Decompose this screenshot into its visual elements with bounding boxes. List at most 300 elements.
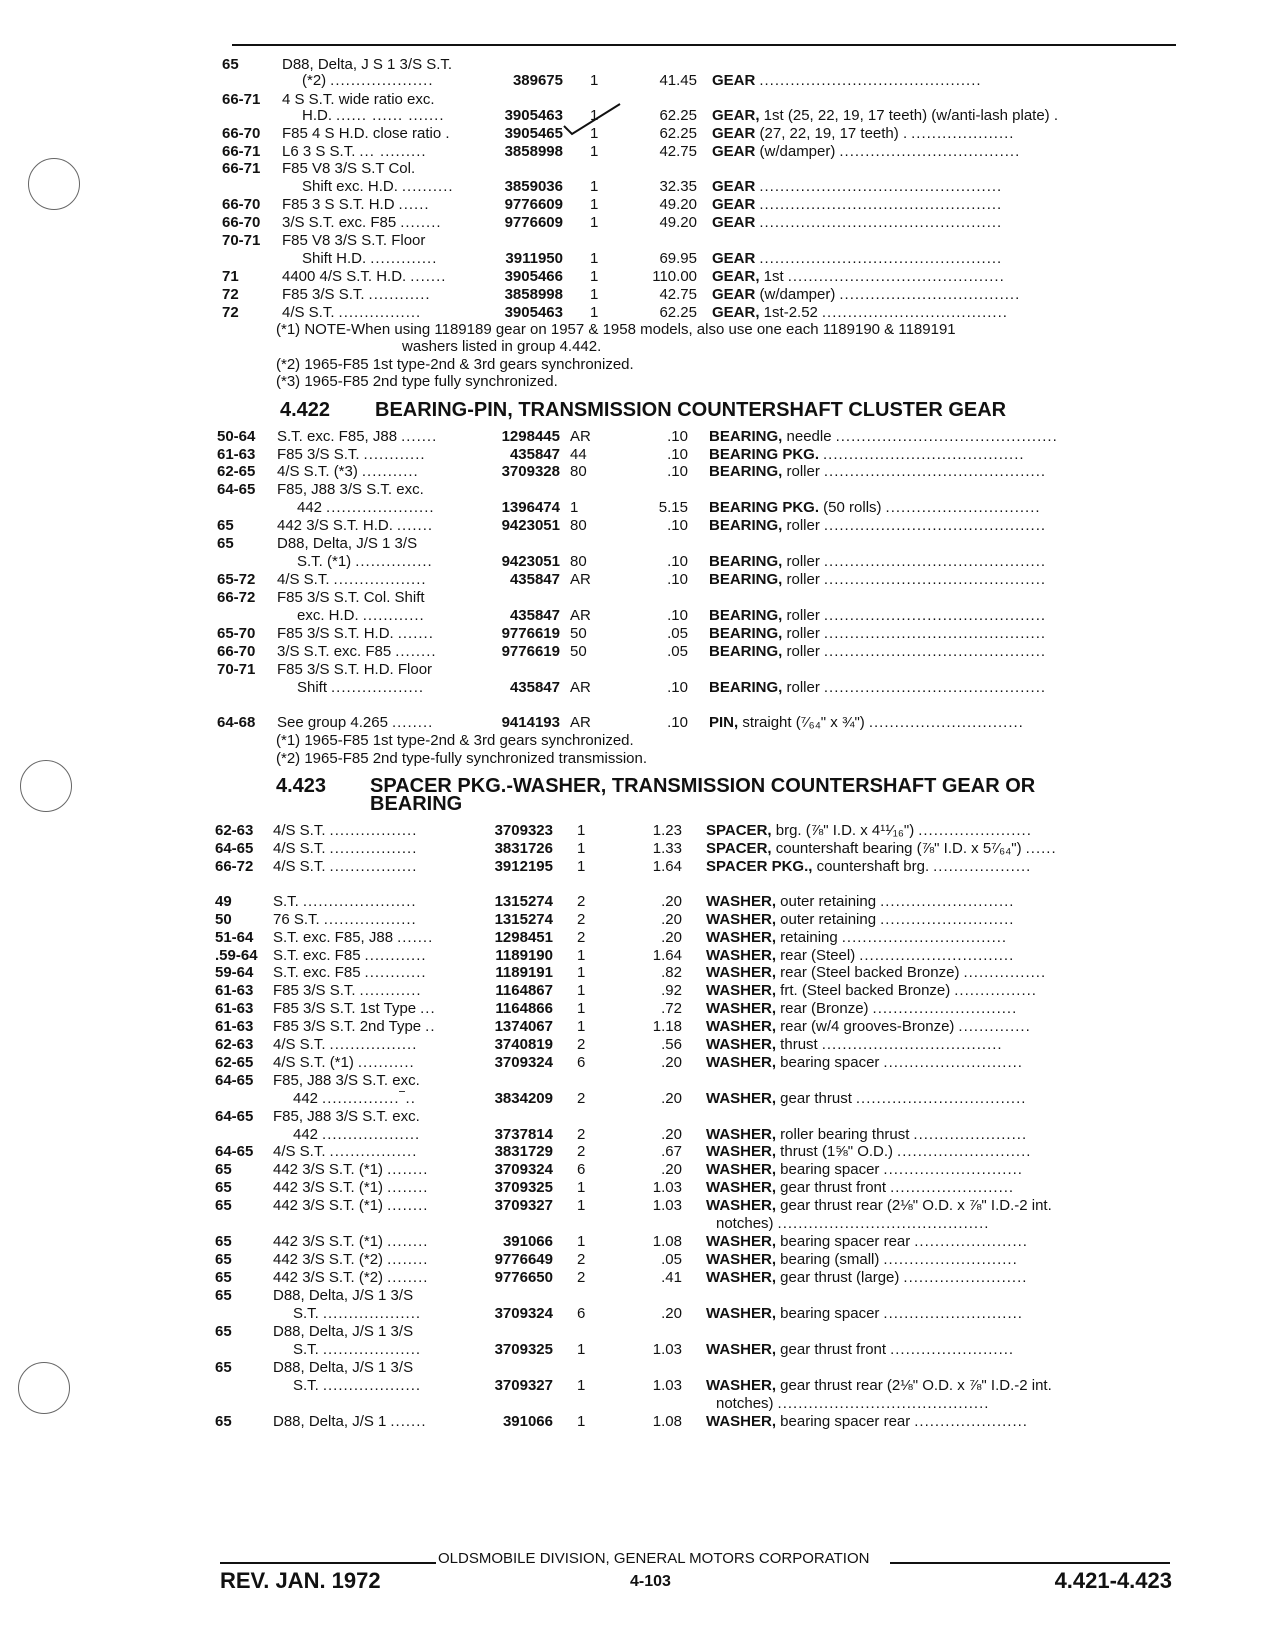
application-text: 442 [293,1126,319,1143]
application-description [293,1341,473,1359]
table-row [0,1000,1263,1018]
application-text: 4/S S.T. (*1) [273,1054,354,1071]
part-name-detail: needle [782,428,832,445]
part-number: 391066 [502,1233,553,1250]
quantity: 1 [590,286,599,303]
part-name [706,1054,1115,1072]
price: .10 [667,679,688,696]
leader-dots: ......................................... [777,1395,990,1412]
quantity: 1 [577,1413,586,1430]
part-name [706,840,1115,858]
year-range: 65-72 [217,571,256,588]
application-description [273,964,473,982]
part-name [706,1305,1115,1323]
quantity: AR [570,428,591,445]
leader-dots: .................. [331,679,425,696]
price: .05 [661,1251,682,1268]
table-row [0,72,1263,90]
table-row [0,964,1263,982]
table-row [0,589,1263,607]
leader-dots: .................. [323,911,417,928]
application-description [293,1126,473,1144]
table-row [0,1341,1263,1359]
quantity: 80 [570,553,587,570]
leader-dots: ........................................... [759,72,982,89]
section-title: BEARING-PIN, TRANSMISSION COUNTERSHAFT CLUSTER GEAR [375,399,1007,421]
leader-dots: ............................................... [759,178,1003,195]
leader-dots: ................... [322,1377,422,1394]
part-name-detail: roller [782,553,820,570]
leader-dots: ...... [1025,840,1057,857]
price: .20 [661,893,682,910]
part-name-label: WASHER, [706,1377,777,1394]
application-text: F85 3/S S.T. [273,982,356,999]
quantity: 1 [590,125,599,142]
quantity: 1 [577,982,586,999]
year-range: 72 [222,304,239,321]
part-name [709,571,1118,589]
leader-dots: ....... [397,929,434,946]
leader-dots: ............ [362,607,425,624]
year-range: 66-71 [222,143,261,160]
price: .10 [667,463,688,480]
part-name-label: WASHER, [706,1090,777,1107]
part-name-detail: brg. (⅞" I.D. x 4¹¹⁄₁₆") [771,822,915,839]
application-description [273,1323,473,1341]
price: .20 [661,1305,682,1322]
application-text: exc. H.D. [297,607,359,624]
price: .10 [667,607,688,624]
application-text: S.T. [293,1377,319,1394]
leader-dots: ..................... [326,499,435,516]
part-number: 9776619 [501,643,560,660]
leader-dots: ................. [329,858,418,875]
price: .10 [667,571,688,588]
quantity: 2 [577,1269,586,1286]
table-row [0,1161,1263,1179]
part-name-detail: roller bearing thrust [776,1126,910,1143]
leader-dots: ........................................... [823,679,1047,696]
quantity: 1 [577,947,586,964]
quantity: 1 [590,107,599,124]
part-name [706,893,1115,911]
price: 1.08 [652,1413,682,1430]
part-name [712,304,1122,322]
part-name [706,1143,1115,1161]
price: .10 [667,517,688,534]
application-description [273,1108,473,1126]
leader-dots: ........ [387,1233,429,1250]
quantity: 80 [570,517,587,534]
leader-dots: ............................................... [759,250,1003,267]
application-description [273,947,473,965]
application-text: 4/S S.T. [277,571,330,588]
part-name [712,178,1122,196]
table-row [0,571,1263,589]
quantity: 1 [577,858,586,875]
quantity: 1 [577,1341,586,1358]
table-row [0,1377,1263,1395]
part-number: 9423051 [501,517,560,534]
footnote: (*2) 1965-F85 1st type-2nd & 3rd gears synchronized. [276,356,634,373]
application-text: S.T. [293,1305,319,1322]
application-description [273,1036,473,1054]
price: 110.00 [652,268,697,285]
price: 1.64 [652,947,682,964]
part-name-label: GEAR [712,72,756,89]
application-description [302,178,483,196]
year-range: 70-71 [217,661,256,678]
part-name-label: BEARING, [709,553,783,570]
quantity: 1 [590,196,599,213]
part-number: 435847 [509,446,560,463]
part-name [706,911,1115,929]
part-name [706,1197,1115,1215]
part-name-detail: roller [782,571,820,588]
price: .10 [667,428,688,445]
section-number: 4.422 [280,399,331,421]
price: .10 [667,714,688,731]
part-name [709,499,1118,517]
part-name-detail: notches) [716,1215,774,1232]
price: .41 [661,1269,682,1286]
application-description [297,607,480,625]
application-text: D88, Delta, J/S 1 3/S [277,535,418,552]
part-name-label: BEARING, [709,643,783,660]
section-title: SPACER PKG.-WASHER, TRANSMISSION COUNTERSHAFT GEAR OR [370,775,1036,797]
application-text: 442 3/S S.T. (*1) [273,1179,384,1196]
part-name [709,625,1118,643]
part-name-label: WASHER, [706,964,777,981]
table-row [0,1251,1263,1269]
table-row [0,160,1263,178]
part-name-detail: outer retaining [776,893,877,910]
table-row [0,982,1263,1000]
part-name [706,1036,1115,1054]
footnote: (*3) 1965-F85 2nd type fully synchronized. [276,373,558,390]
application-text: 442 [297,499,323,516]
year-range: 65 [215,1161,232,1178]
application-description [273,1197,473,1215]
table-row [0,679,1263,697]
application-text: 442 3/S S.T. (*2) [273,1251,384,1268]
price: 41.45 [659,72,697,89]
application-description [297,679,480,697]
application-text: S.T. exc. F85 [273,964,361,981]
year-range: 65 [217,535,234,552]
quantity: 1 [577,1197,586,1214]
leader-dots: ........................................... [823,643,1047,660]
price: 42.75 [659,143,697,160]
leader-dots: ...................... [913,1126,1028,1143]
part-name [712,250,1122,268]
part-name [706,1090,1115,1108]
footer-section-range: 4.421-4.423 [1054,1568,1172,1593]
quantity: 6 [577,1305,586,1322]
part-number: 3859036 [504,178,563,195]
leader-dots: ........ [395,643,437,660]
year-range: 65 [215,1359,232,1376]
table-row [0,481,1263,499]
part-name [706,1269,1115,1287]
price: 1.18 [652,1018,682,1035]
part-name [709,714,1118,732]
quantity: 50 [570,643,587,660]
part-number: 3831729 [494,1143,553,1160]
table-row [0,463,1263,481]
application-text: 4/S S.T. [273,822,326,839]
part-number: 435847 [509,607,560,624]
part-number: 1189190 [495,947,553,964]
part-name-detail: gear thrust front [776,1179,887,1196]
application-text: 442 3/S S.T. H.D. [277,517,393,534]
part-name [706,1126,1115,1144]
leader-dots: ........... [357,1054,415,1071]
price: 62.25 [659,304,697,321]
leader-dots: ........................... [883,1305,1023,1322]
leader-dots: ........ [387,1161,429,1178]
part-name [709,517,1118,535]
leader-dots: ...................... [918,822,1032,839]
application-description [293,1305,473,1323]
part-name [706,1377,1115,1395]
table-row [0,893,1263,911]
year-range: 65 [222,56,239,73]
year-range: 59-64 [215,964,254,981]
part-name-detail: straight (⁷⁄₆₄" x ¾") [738,714,865,731]
part-number: 1164867 [495,982,553,999]
footer-revision: REV. JAN. 1972 [220,1568,381,1593]
application-text: (*2) [302,72,327,89]
table-row [0,1359,1263,1377]
part-name-label: GEAR [712,214,756,231]
part-name-detail: bearing spacer rear [776,1233,911,1250]
leader-dots: ................. [329,1036,418,1053]
application-text: See group 4.265 [277,714,388,731]
leader-dots: .......... [401,178,454,195]
quantity: 2 [577,893,586,910]
application-description [273,1000,473,1018]
part-name-label: BEARING PKG. [709,446,820,463]
quantity: 1 [590,268,599,285]
application-description [273,822,473,840]
part-number: 3858998 [504,143,563,160]
year-range: 65 [215,1179,232,1196]
application-description [273,1179,473,1197]
part-name-detail: bearing (small) [776,1251,880,1268]
part-name [706,1179,1115,1197]
leader-dots: ........ [387,1269,429,1286]
application-text: F85 3 S S.T. H.D [282,196,395,213]
part-name-detail: bearing spacer rear [776,1413,911,1430]
leader-dots: ........................... [883,1161,1023,1178]
part-name-detail: roller [782,517,820,534]
part-name-label: WASHER, [706,893,777,910]
part-name [709,446,1118,464]
part-name-label: WASHER, [706,1054,777,1071]
part-name-detail: notches) [716,1395,774,1412]
price: 1.03 [652,1197,682,1214]
table-row [0,499,1263,517]
application-text: 3/S S.T. exc. F85 [277,643,392,660]
leader-dots: ...............‾.. [322,1090,416,1107]
application-description [277,481,480,499]
part-name [716,1215,1115,1233]
part-name-label: WASHER, [706,1305,777,1322]
application-text: S.T. exc. F85, J88 [277,428,398,445]
table-row [0,535,1263,553]
part-name-label: GEAR [712,178,756,195]
quantity: 1 [590,178,599,195]
part-name-label: GEAR [712,286,756,303]
part-number: 3905466 [504,268,563,285]
table-row [0,643,1263,661]
leader-dots: ................ [963,964,1047,981]
part-name [709,428,1118,446]
application-text: F85, J88 3/S S.T. exc. [273,1108,420,1125]
quantity: 6 [577,1054,586,1071]
year-range: 62-63 [215,822,254,839]
part-name [706,964,1115,982]
leader-dots: .......................................... [787,268,1005,285]
table-row [0,1090,1263,1108]
quantity: 1 [577,1179,586,1196]
application-description [273,1072,473,1090]
year-range: 66-72 [215,858,254,875]
leader-dots: ....... [397,625,434,642]
part-name-detail: (w/damper) [755,143,836,160]
part-number: 3905463 [504,107,563,124]
application-description [277,714,480,732]
part-number: 1396474 [501,499,560,516]
table-row [0,1108,1263,1126]
leader-dots: ................................... [839,143,1021,160]
leader-dots: ....................................... [823,446,1025,463]
part-number: 1189191 [495,964,553,981]
part-number: 3831726 [494,840,553,857]
leader-dots: .............................. [885,499,1041,516]
leader-dots: .................... [330,72,434,89]
leader-dots: ....... [410,268,447,285]
part-name-detail: countershaft bearing (⅞" I.D. x 5⁷⁄₆₄") [771,840,1022,857]
application-description [273,911,473,929]
year-range: 50-64 [217,428,256,445]
price: .20 [661,1161,682,1178]
section-title-continued: BEARING [370,793,463,815]
part-number: 389675 [512,72,563,89]
application-description [273,1233,473,1251]
year-range: 66-71 [222,91,261,108]
price: 5.15 [658,499,688,516]
application-text: L6 3 S S.T. [282,143,356,160]
part-number: 3709324 [494,1305,553,1322]
year-range: 64-65 [215,1143,254,1160]
application-description [277,661,480,679]
price: .56 [661,1036,682,1053]
leader-dots: ... [420,1000,436,1017]
application-description [273,1359,473,1377]
part-name-detail: 1st [759,268,784,285]
part-name-detail: rear (Bronze) [776,1000,869,1017]
price: .20 [661,929,682,946]
part-name-label: WASHER, [706,1018,777,1035]
table-row [0,947,1263,965]
part-name [706,947,1115,965]
quantity: 1 [590,214,599,231]
quantity: 2 [577,911,586,928]
application-description [277,446,480,464]
application-description [282,160,483,178]
application-text: F85 4 S H.D. close ratio . [282,125,450,142]
part-name-detail: thrust [776,1036,818,1053]
part-name-label: BEARING, [709,428,783,445]
part-number: 3834209 [494,1090,553,1107]
leader-dots: ................... [322,1341,422,1358]
year-range: 51-64 [215,929,254,946]
quantity: 1 [577,1018,586,1035]
part-name [709,463,1118,481]
application-description [282,125,483,143]
leader-dots: ... ......... [359,143,427,160]
application-text: F85 3/S S.T. H.D. [277,625,394,642]
price: 69.95 [659,250,697,267]
application-text: D88, Delta, J/S 1 3/S [273,1287,414,1304]
section-number: 4.423 [276,775,327,797]
year-range: 49 [215,893,232,910]
year-range: 64-65 [215,1108,254,1125]
application-description [273,1018,473,1036]
quantity: 2 [577,929,586,946]
table-row [0,1413,1263,1431]
year-range: 65 [215,1413,232,1430]
table-row [0,840,1263,858]
application-text: 3/S S.T. exc. F85 [282,214,397,231]
table-row [0,1305,1263,1323]
application-text: D88, Delta, J S 1 3/S S.T. [282,56,453,73]
part-name-label: WASHER, [706,1251,777,1268]
leader-dots: ....... [396,517,434,534]
part-name-label: GEAR [712,125,756,142]
year-range: 50 [215,911,232,928]
quantity: 1 [577,840,586,857]
part-name [706,1161,1115,1179]
part-number: 1164866 [495,1000,553,1017]
year-range: 61-63 [215,1018,254,1035]
leader-dots: ............................ [872,1000,1018,1017]
table-row [0,1143,1263,1161]
leader-dots: .............. [958,1018,1031,1035]
application-text: S.T. [293,1341,319,1358]
part-name-detail: gear thrust (large) [776,1269,900,1286]
leader-dots: ................. [329,822,418,839]
application-description [273,982,473,1000]
price: 1.23 [652,822,682,839]
price: 62.25 [659,125,697,142]
part-name-label: GEAR, [712,107,760,124]
part-number: 3709327 [494,1197,553,1214]
price: .82 [661,964,682,981]
footnote: washers listed in group 4.442. [402,338,602,355]
application-text: 442 3/S S.T. (*1) [273,1161,384,1178]
leader-dots: ........ [391,714,434,731]
footer-division: OLDSMOBILE DIVISION, GENERAL MOTORS CORPORATION [438,1550,870,1567]
part-number: 435847 [509,679,560,696]
part-number: 3709325 [494,1179,553,1196]
part-name-detail: 1st-2.52 [759,304,818,321]
part-name-detail: roller [782,643,820,660]
year-range: 62-63 [215,1036,254,1053]
part-name [706,822,1115,840]
